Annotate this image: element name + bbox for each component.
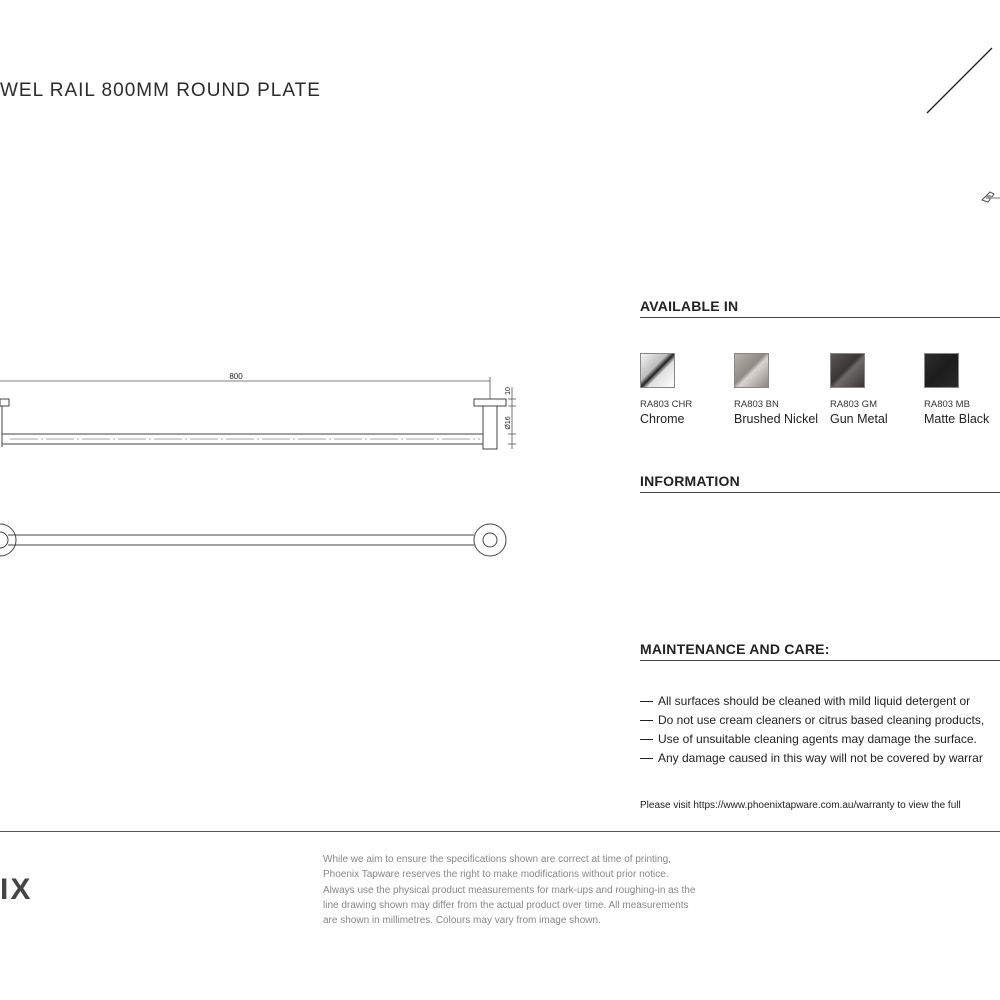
available-in-heading: AVAILABLE IN (640, 298, 739, 314)
warranty-link[interactable]: Please visit https://www.phoenixtapware.com.au/warranty to view the full (640, 800, 961, 811)
plate-depth-label: 10 (505, 387, 512, 395)
available-in-rule (640, 317, 1000, 318)
finish-gun-metal[interactable] (830, 353, 930, 426)
finish-name: Matte Black (924, 412, 990, 426)
right-mounting-plate (474, 399, 506, 406)
finish-matte-black[interactable] (924, 353, 1000, 426)
care-item: All surfaces should be cleaned with mild liquid detergent or (640, 693, 984, 712)
rail-diameter-label: Ø16 (505, 416, 512, 430)
maintenance-heading: MAINTENANCE AND CARE: (640, 641, 830, 657)
information-rule (640, 492, 1000, 493)
swatch-matte-black (924, 353, 959, 388)
finish-code: RA803 CHR (640, 399, 693, 410)
finish-name: Brushed Nickel (734, 412, 819, 426)
right-round-plate (474, 524, 506, 556)
footer-divider (0, 831, 1000, 832)
disclaimer-text: While we aim to ensure the specifications shown are correct at time of printing, Phoenix Tapware reserves the right to make modifications without prior notice. Always use the physical product measurements for mark-ups and roughing-in as the line drawing shown may differ from the actual product over time. All measurements are shown in millimetres. Colours may vary from image shown. (323, 854, 696, 927)
top-view-drawing (0, 515, 520, 565)
finish-name: Gun Metal (830, 412, 888, 426)
swatch-chrome (640, 353, 675, 388)
finish-code: RA803 GM (830, 399, 877, 410)
page-title: WEL RAIL 800MM ROUND PLATE (0, 80, 321, 101)
care-item: Any damage caused in this way will not be covered by warrar (640, 750, 984, 769)
finish-code: RA803 BN (734, 399, 779, 410)
swatch-gun-metal (830, 353, 865, 388)
perspective-bracket (982, 192, 1000, 202)
side-elevation-drawing (0, 365, 530, 465)
care-item: Use of unsuitable cleaning agents may damage the surface. (640, 731, 984, 750)
care-item: Do not use cream cleaners or citrus based cleaning products, (640, 712, 984, 731)
swatch-brushed-nickel (734, 353, 769, 388)
finish-chrome[interactable] (640, 353, 740, 426)
care-list (640, 693, 984, 769)
product-perspective-image (900, 40, 1000, 220)
finish-brushed-nickel[interactable] (734, 353, 834, 426)
maintenance-rule (640, 660, 1000, 661)
width-dimension-label: 800 (229, 372, 243, 381)
brand-logo: IX (0, 873, 33, 906)
finish-code: RA803 MB (924, 399, 970, 410)
finish-name: Chrome (640, 412, 685, 426)
information-heading: INFORMATION (640, 473, 740, 489)
